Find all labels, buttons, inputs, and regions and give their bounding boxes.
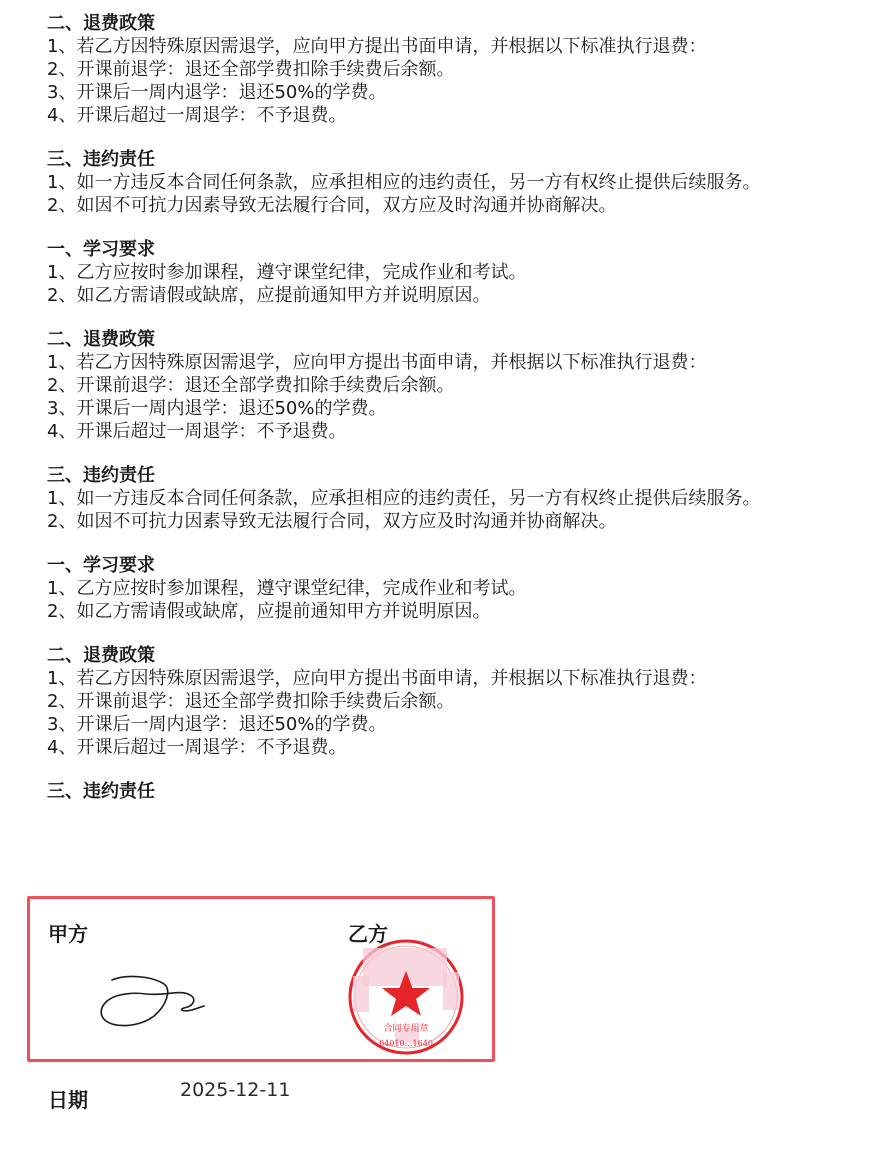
clause-section: [47, 148, 847, 217]
section-title: 一、学习要求: [47, 239, 155, 260]
section-title: 三、违约责任: [47, 465, 155, 486]
party-b-label: 乙方: [348, 922, 388, 946]
clause-section: [47, 780, 847, 803]
clause-item: 2、开课前退学：退还全部学费扣除手续费后余额。: [47, 691, 455, 712]
clause-item: 1、如一方违反本合同任何条款，应承担相应的违约责任，另一方有权终止提供后续服务。: [47, 488, 761, 509]
clause-item: 4、开课后超过一周退学：不予退费。: [47, 737, 347, 758]
clause-section: [47, 328, 847, 443]
clause-item: 4、开课后超过一周退学：不予退费。: [47, 421, 347, 442]
clause-item: 3、开课后一周内退学：退还50%的学费。: [47, 398, 387, 419]
date-label: 日期: [48, 1088, 88, 1112]
clause-section: [47, 464, 847, 533]
seal-number: 64010…1640: [379, 1039, 433, 1048]
clause-item: 2、如乙方需请假或缺席，应提前通知甲方并说明原因。: [47, 285, 491, 306]
clause-section: [47, 12, 847, 127]
clause-section: [47, 238, 847, 307]
clause-section: [47, 644, 847, 759]
clause-item: 2、如因不可抗力因素导致无法履行合同，双方应及时沟通并协商解决。: [47, 511, 617, 532]
clause-item: 1、若乙方因特殊原因需退学，应向甲方提出书面申请，并根据以下标准执行退费：: [47, 668, 707, 689]
clause-item: 3、开课后一周内退学：退还50%的学费。: [47, 714, 387, 735]
clause-section: [47, 554, 847, 623]
clause-item: 2、如乙方需请假或缺席，应提前通知甲方并说明原因。: [47, 601, 491, 622]
clause-item: 1、如一方违反本合同任何条款，应承担相应的违约责任，另一方有权终止提供后续服务。: [47, 172, 761, 193]
section-title: 三、违约责任: [47, 781, 155, 802]
section-title: 二、退费政策: [47, 329, 155, 350]
clause-item: 1、若乙方因特殊原因需退学，应向甲方提出书面申请，并根据以下标准执行退费：: [47, 36, 707, 57]
contract-body: [47, 12, 847, 824]
company-seal: [345, 936, 467, 1058]
section-title: 三、违约责任: [47, 149, 155, 170]
clause-item: 4、开课后超过一周退学：不予退费。: [47, 105, 347, 126]
clause-item: 1、乙方应按时参加课程，遵守课堂纪律，完成作业和考试。: [47, 578, 527, 599]
section-title: 一、学习要求: [47, 555, 155, 576]
handwritten-signature: [92, 970, 217, 1040]
section-title: 二、退费政策: [47, 13, 155, 34]
section-title: 二、退费政策: [47, 645, 155, 666]
seal-label: 合同专用章: [383, 1024, 429, 1034]
clause-item: 2、开课前退学：退还全部学费扣除手续费后余额。: [47, 375, 455, 396]
clause-item: 3、开课后一周内退学：退还50%的学费。: [47, 82, 387, 103]
clause-item: 2、如因不可抗力因素导致无法履行合同，双方应及时沟通并协商解决。: [47, 195, 617, 216]
clause-item: 1、乙方应按时参加课程，遵守课堂纪律，完成作业和考试。: [47, 262, 527, 283]
date-value: 2025-12-11: [180, 1079, 291, 1101]
party-a-label: 甲方: [48, 922, 88, 946]
clause-item: 2、开课前退学：退还全部学费扣除手续费后余额。: [47, 59, 455, 80]
clause-item: 1、若乙方因特殊原因需退学，应向甲方提出书面申请，并根据以下标准执行退费：: [47, 352, 707, 373]
